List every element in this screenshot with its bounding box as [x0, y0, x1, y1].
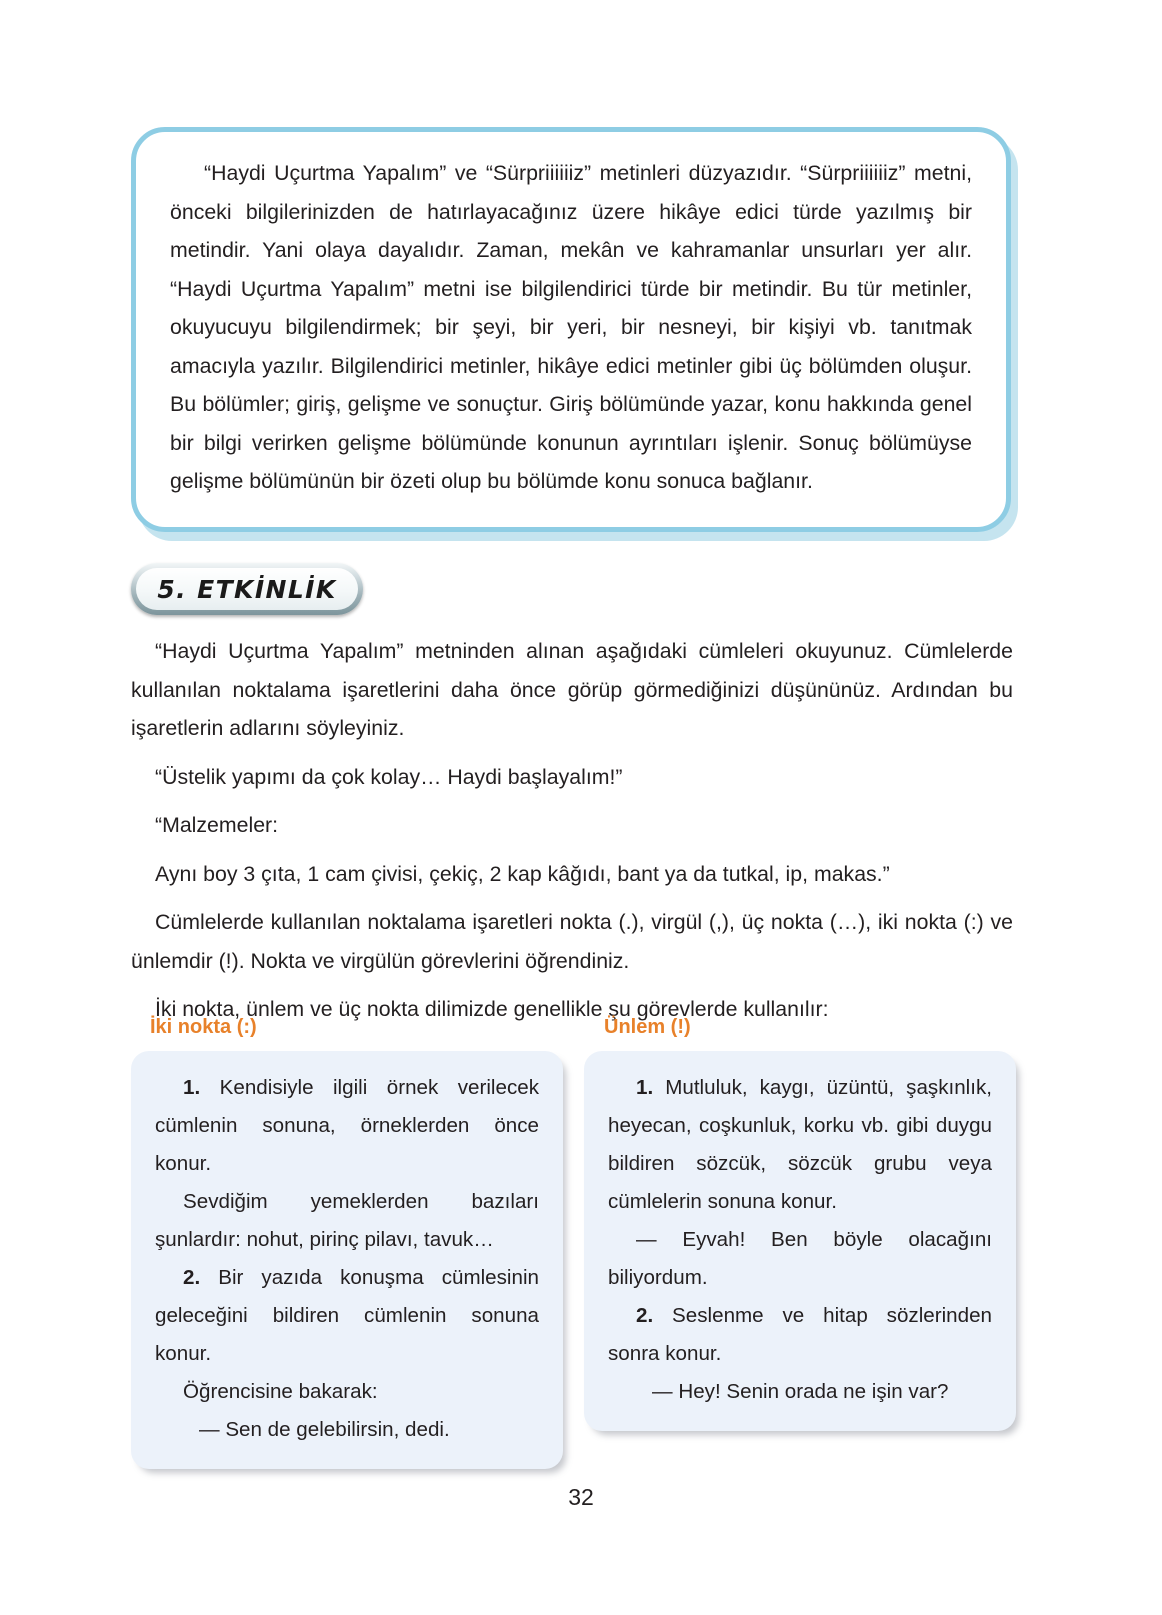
info-callout-paragraph: “Haydi Uçurtma Yapalım” ve “Sürpriiiiiiz” metinleri düzyazıdır. “Sürpriiiiiiz” metni, önceki bilgilerinizden de hatırlayacağınız üzere hikâye edici türde yazılmış bir metindir. Yani olaya dayalıdır. Zaman, mekân ve kahramanlar unsurları yer alır. “Haydi Uçurtma Yapalım” metni ise bilgilendirici türde bir metindir. Bu tür metinler, okuyucuyu bilgilendirmek; bir şeyi, bir yeri, bir nesneyi, bir kişiyi vb. tanıtmak amacıyla yazılır. Bilgilendirici metinler, hikâye edici metinler gibi üç bölümden oluşur. Bu bölümler; giriş, gelişme ve sonuçtur. Giriş bölümünde yazar, konu hakkında genel bir bilgi verirken gelişme bölümünde konunun ayrıntıları işlenir. Sonuç bölümüyse gelişme bölümünün bir özeti olup bu bölümde konu sonuca bağlanır. — [170, 161, 972, 493]
rule-excl-2 — [608, 1297, 992, 1373]
rule-excl-1-marker: 1. — [636, 1076, 654, 1099]
punctuation-lead-in: İki nokta, ünlem ve üç nokta dilimizde genellikle şu görevlerde kullanılır: — [155, 997, 829, 1021]
rule-colon-2-marker: 2. — [183, 1266, 201, 1289]
rule-colon-1 — [155, 1069, 539, 1183]
rule-excl-1-example: — Eyvah! Ben böyle olacağını biliyordum. — [608, 1228, 992, 1289]
rule-colon-2 — [155, 1259, 539, 1373]
activity-body-text — [131, 632, 1013, 1029]
info-callout-frame — [131, 127, 1011, 532]
punctuation-explanation: Cümlelerde kullanılan noktalama işaretleri nokta (.), virgül (,), üç nokta (…), iki nokta (:) ve ünlemdir (!). Nokta ve virgülün görevlerini öğrendiniz. — [131, 910, 1013, 973]
sample-quote-2: “Malzemeler: — [155, 813, 279, 837]
rule-excl-2-example: — Hey! Senin orada ne işin var? — [652, 1380, 949, 1403]
sample-quote-3: Aynı boy 3 çıta, 1 cam çivisi, çekiç, 2 kap kâğıdı, bant ya da tutkal, ip, makas.” — [155, 861, 890, 886]
rule-excl-2-text: Seslenme ve hitap sözlerinden sonra konur. — [608, 1304, 992, 1365]
sample-quote-1: “Üstelik yapımı da çok kolay… Haydi başlayalım!” — [155, 764, 623, 789]
page-number: 32 — [568, 1484, 594, 1510]
rule-boxes — [131, 1051, 1013, 1451]
rule-excl-2-marker: 2. — [636, 1304, 654, 1327]
activity-badge-inner — [136, 568, 358, 610]
rule-box-colon — [131, 1051, 563, 1469]
info-callout-box — [131, 127, 1011, 532]
rule-colon-1-marker: 1. — [183, 1076, 201, 1099]
activity-instruction: “Haydi Uçurtma Yapalım” metninden alınan aşağıdaki cümleleri okuyunuz. Cümlelerde kullanılan noktalama işaretlerini daha önce görüp görmediğinizi düşününüz. Ardından bu işaretlerin adlarını söyleyiniz. — [131, 639, 1013, 740]
rule-excl-1-text: Mutluluk, kaygı, üzüntü, şaşkınlık, heyecan, coşkunluk, korku vb. gibi duygu bildiren sözcük, sözcük grubu veya cümlelerin sonuna konur. — [608, 1076, 992, 1213]
rule-colon-2-example: Öğrencisine bakarak: — [183, 1380, 378, 1403]
column-heading-colon: İki nokta (:) — [150, 1016, 257, 1038]
column-heading-exclamation: Ünlem (!) — [604, 1016, 691, 1038]
rule-colon-1-example: Sevdiğim yemeklerden bazıları şunlardır: nohut, pirinç pilavı, tavuk… — [155, 1190, 539, 1251]
column-headings — [131, 1008, 1013, 1046]
rule-colon-1-text: Kendisiyle ilgili örnek verilecek cümlenin sonuna, örneklerden önce konur. — [155, 1076, 539, 1175]
rule-excl-1 — [608, 1069, 992, 1221]
activity-badge-outer-ring — [131, 563, 363, 615]
rule-colon-2-text: Bir yazıda konuşma cümlesinin geleceğini bildiren cümlenin sonuna konur. — [155, 1266, 539, 1365]
rule-colon-2-example-dialogue: — Sen de gelebilirsin, dedi. — [199, 1418, 450, 1441]
activity-badge-label: 5. ETKİNLİK — [157, 574, 337, 604]
rule-box-exclamation — [584, 1051, 1016, 1431]
punctuation-columns — [131, 1008, 1013, 1451]
activity-badge — [131, 563, 363, 615]
